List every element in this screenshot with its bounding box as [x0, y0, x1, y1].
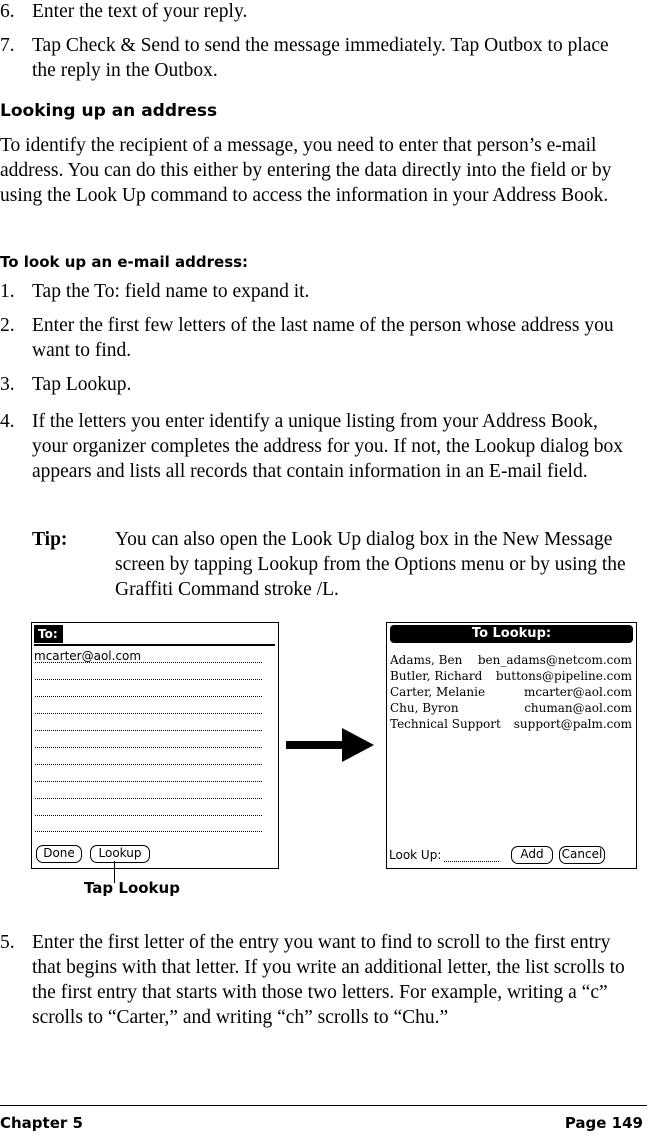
entry-name: Carter, Melanie: [390, 685, 486, 699]
look-up-label: Look Up:: [389, 848, 442, 862]
tip-text: You can also open the Look Up dialog box in the New Message screen by tapping Lookup from the Options menu or by using the Graffiti Command stroke /L.: [115, 529, 626, 600]
footer-page: Page 149: [564, 1114, 643, 1132]
add-button[interactable]: Add: [511, 846, 553, 864]
step-text: Tap Lookup.: [32, 374, 132, 395]
cancel-button[interactable]: Cancel: [559, 846, 605, 864]
to-field-label[interactable]: [34, 625, 63, 643]
entry-name: Chu, Byron: [390, 701, 459, 715]
footer-chapter: Chapter 5: [0, 1114, 83, 1132]
dotted-line: [35, 831, 262, 832]
step-text: Tap Check & Send to send the message immediately. Tap Outbox to place the reply in the Outbox.: [32, 35, 609, 81]
step-number: 7.: [0, 35, 15, 56]
entry-email: ben_adams@netcom.com: [477, 653, 632, 667]
section-heading: Looking up an address: [0, 101, 218, 121]
step-number: 3.: [0, 374, 15, 395]
to-label-text: To:: [38, 627, 58, 641]
procedure-heading: To look up an e-mail address:: [0, 253, 249, 271]
entry-email: buttons@pipeline.com: [495, 669, 632, 683]
callout-label: Tap Lookup: [84, 879, 180, 897]
step-text: Enter the text of your reply.: [32, 1, 248, 22]
entry-email: mcarter@aol.com: [523, 685, 632, 699]
lookup-title: To Lookup:: [471, 626, 552, 641]
to-address-value[interactable]: mcarter@aol.com: [34, 649, 142, 663]
tip-block: [0, 527, 640, 607]
entry-name: Butler, Richard: [390, 669, 483, 683]
dotted-line: [35, 662, 262, 663]
dotted-line: [35, 747, 262, 748]
dotted-line: [35, 764, 262, 765]
step-number: 2.: [0, 315, 15, 336]
step-text: Enter the first letter of the entry you want to find to scroll to the first entry that begins with that letter. If you write an additional letter, the list scrolls to the first entry that starts with those two letters. For example, writing a “c” scrolls to “Carter,” and writing “ch” scrolls to “Chu.”: [32, 932, 625, 1028]
dotted-line: [35, 730, 262, 731]
dotted-line: [35, 679, 262, 680]
tip-label: Tip:: [32, 529, 68, 550]
step-text: Enter the first few letters of the last name of the person whose address you want to find.: [32, 315, 614, 361]
step-number: 1.: [0, 281, 15, 302]
step-number: 5.: [0, 932, 15, 953]
dotted-line: [35, 781, 262, 782]
step-text: If the letters you enter identify a unique listing from your Address Book, your organizer completes the address for you. If not, the Lookup dialog box appears and lists all records that contain information in an E-mail field.: [32, 411, 623, 482]
step-number: 6.: [0, 1, 15, 22]
entry-name: Adams, Ben: [390, 653, 463, 667]
entry-email: chuman@aol.com: [524, 701, 632, 715]
look-up-input[interactable]: [444, 861, 499, 862]
arrow-right-icon: [286, 728, 376, 762]
dotted-line: [35, 713, 262, 714]
lookup-title-bar: [390, 625, 633, 643]
dotted-line: [35, 696, 262, 697]
page-footer: [0, 1105, 647, 1132]
done-button[interactable]: Done: [36, 845, 82, 863]
dotted-line: [35, 815, 262, 816]
title-divider: [34, 644, 275, 646]
step-number: 4.: [0, 411, 15, 432]
entry-email: support@palm.com: [513, 717, 632, 731]
step-text: Tap the To: field name to expand it.: [32, 281, 310, 302]
dotted-line: [35, 798, 262, 799]
entry-name: Technical Support: [390, 717, 501, 731]
lookup-button[interactable]: Lookup: [90, 845, 150, 863]
intro-paragraph: To identify the recipient of a message, you need to enter that person’s e-mail address. You can do this either by entering the data directly into the field or by using the Look Up command to access the information in your Address Book.: [0, 135, 612, 206]
